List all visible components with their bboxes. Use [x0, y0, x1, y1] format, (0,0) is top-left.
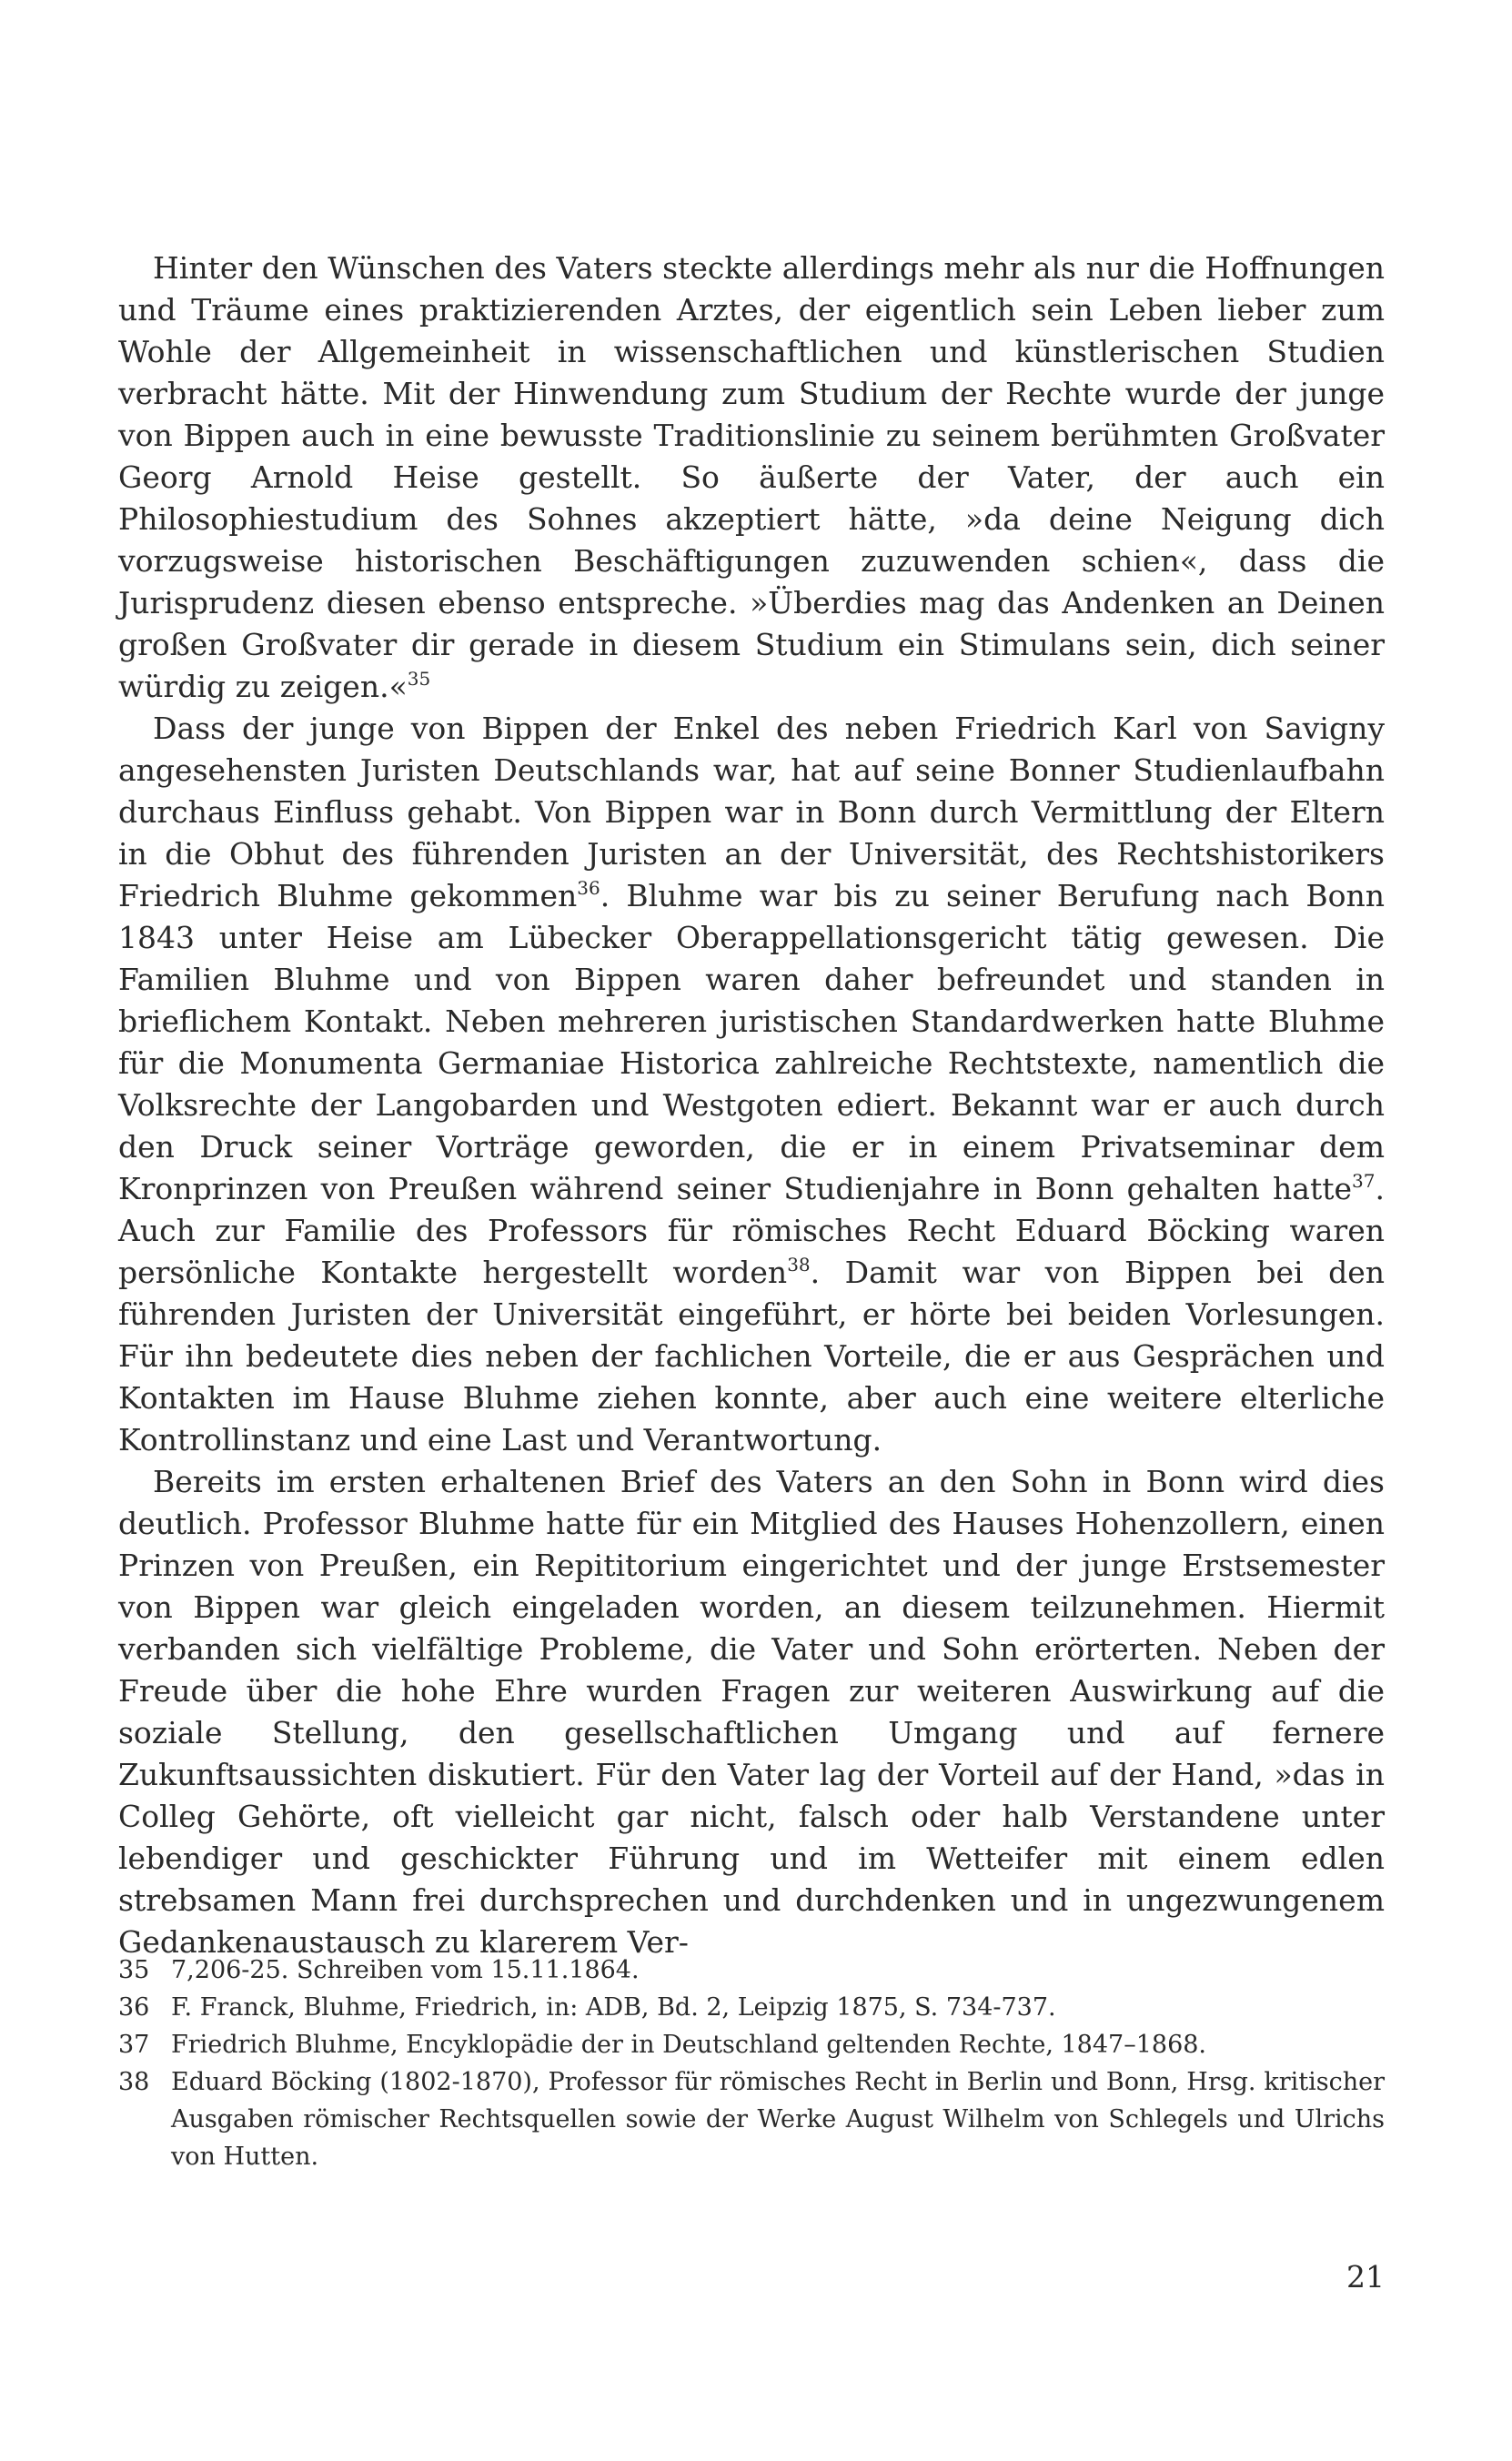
- footnote: [118, 2063, 1385, 2175]
- footnote-ref-36: 36: [577, 877, 600, 899]
- footnote: [118, 1989, 1385, 2026]
- footnote-number: 35: [118, 1956, 150, 1984]
- paragraph-1: [118, 247, 1385, 708]
- body-text: [118, 247, 1385, 1963]
- footnote-text: F. Franck, Bluhme, Friedrich, in: ADB, Bd. 2, Leipzig 1875, S. 734-737.: [171, 1993, 1056, 2022]
- paragraph-3: Bereits im ersten erhaltenen Brief des Vaters an den Sohn in Bonn wird dies deutlich. Professor Bluhme hatte für ein Mitglied des Hauses Hohenzollern, einen Prinzen von Preußen, ein Repititorium eingerichtet und der junge Erstsemester von Bippen war gleich eingeladen worden, an diesem teilzunehmen. Hiermit verbanden sich vielfältige Probleme, die Vater und Sohn erörterten. Neben der Freude über die hohe Ehre wurden Fragen zur weiteren Auswirkung auf die soziale Stellung, den gesellschaftlichen Umgang und auf fernere Zukunftsaussichten diskutiert. Für den Vater lag der Vorteil auf der Hand, »das in Colleg Gehörte, oft vielleicht gar nicht, falsch oder halb Verstandene unter lebendiger und geschickter Führung und im Wetteifer mit einem edlen strebsamen Mann frei durchsprechen und durchdenken und in ungezwungenem Gedankenaustausch zu klarerem Ver-: [118, 1464, 1385, 1960]
- page-number: 21: [1346, 2259, 1385, 2295]
- paragraph-2-text-3: . Auch zur Familie des Professors für römisches Recht Eduard Böcking waren persönliche Kontakte hergestellt worden: [118, 1171, 1385, 1290]
- footnote-ref-35: 35: [407, 668, 431, 690]
- footnote-number: 38: [118, 2068, 150, 2096]
- footnote-ref-38: 38: [787, 1254, 811, 1276]
- footnotes: [118, 1952, 1385, 2175]
- main-text-block: [118, 247, 1385, 1963]
- paragraph-2-text-1: Dass der junge von Bippen der Enkel des neben Friedrich Karl von Savigny angesehensten Juristen Deutschlands war, hat auf seine Bonner Studienlaufbahn durchaus Einfluss gehabt. Von Bippen war in Bonn durch Vermittlung der Eltern in die Obhut des führenden Juristen an der Universität, des Rechtshistorikers Friedrich Bluhme gekommen: [118, 711, 1385, 913]
- footnote-ref-37: 37: [1352, 1170, 1376, 1192]
- paragraph-1-text: Hinter den Wünschen des Vaters steckte allerdings mehr als nur die Hoffnungen und Träume eines praktizierenden Arztes, der eigentlich sein Leben lieber zum Wohle der Allgemeinheit in wissenschaftlichen und künstlerischen Studien verbracht hätte. Mit der Hinwendung zum Studium der Rechte wurde der junge von Bippen auch in eine bewusste Traditionslinie zu seinem berühmten Großvater Georg Arnold Heise gestellt. So äußerte der Vater, der auch ein Philosophiestudium des Sohnes akzeptiert hätte, »da deine Neigung dich vorzugsweise historischen Beschäftigungen zuzuwenden schien«, dass die Jurisprudenz diesen ebenso entspreche. »Überdies mag das Andenken an Deinen großen Großvater dir gerade in diesem Studium ein Stimulans sein, dich seiner würdig zu zeigen.«: [118, 250, 1385, 704]
- paragraph-2-text-2: . Bluhme war bis zu seiner Berufung nach Bonn 1843 unter Heise am Lübecker Oberappellationsgericht tätig gewesen. Die Familien Bluhme und von Bippen waren daher befreundet und standen in brieflichem Kontakt. Neben mehreren juristischen Standardwerken hatte Bluhme für die Monumenta Germaniae Historica zahlreiche Rechtstexte, namentlich die Volksrechte der Langobarden und Westgoten ediert. Bekannt war er auch durch den Druck seiner Vorträge geworden, die er in einem Privatseminar dem Kronprinzen von Preußen während seiner Studienjahre in Bonn gehalten hatte: [118, 878, 1385, 1206]
- footnote-number: 37: [118, 2031, 150, 2059]
- footnote-text: Eduard Böcking (1802-1870), Professor für römisches Recht in Berlin und Bonn, Hrsg. kritischer Ausgaben römischer Rechtsquellen sowie der Werke August Wilhelm von Schlegels und Ulrichs von Hutten.: [171, 2068, 1385, 2171]
- footnote-text: 7,206-25. Schreiben vom 15.11.1864.: [171, 1956, 640, 1984]
- footnote: [118, 2026, 1385, 2063]
- paragraph-2: [118, 708, 1385, 1461]
- footnote-text: Friedrich Bluhme, Encyklopädie der in Deutschland geltenden Rechte, 1847–1868.: [171, 2031, 1207, 2059]
- paragraph-2-text-4: . Damit war von Bippen bei den führenden Juristen der Universität eingeführt, er hörte bei beiden Vorlesungen. Für ihn bedeutete dies neben der fachlichen Vorteile, die er aus Gesprächen und Kontakten im Hause Bluhme ziehen konnte, aber auch eine weitere elterliche Kontrollinstanz und eine Last und Verantwortung.: [118, 1255, 1385, 1457]
- footnote: [118, 1952, 1385, 1989]
- footnote-number: 36: [118, 1993, 150, 2022]
